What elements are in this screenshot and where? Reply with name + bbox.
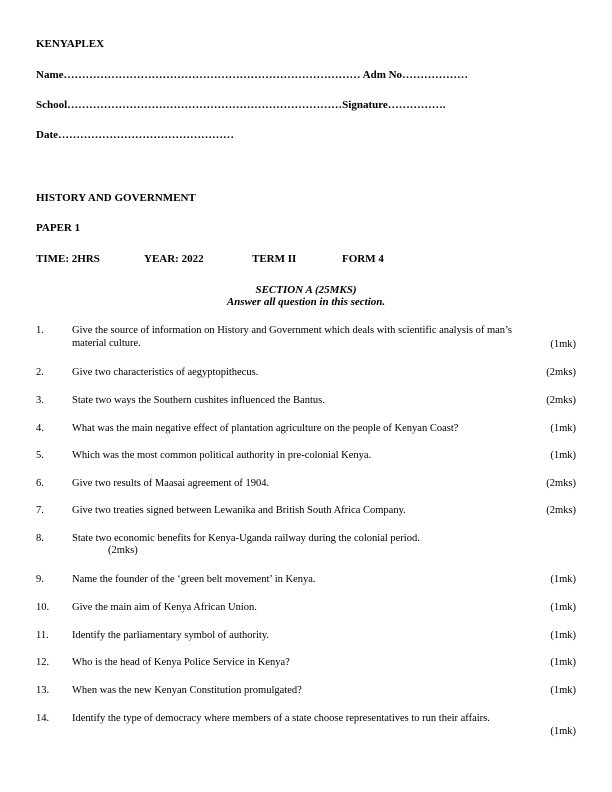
question-number: 7. [36,505,44,516]
question-marks: (1mk) [550,685,576,696]
name-adm-line: Name……………………………………………………………………… Adm No……………… [36,69,469,81]
question-number: 2. [36,367,44,378]
question-text: Give the source of information on History and Government which deals with scientific analysis of man’s [72,325,513,336]
question-marks: (1mk) [550,423,576,434]
question-text: Give two characteristics of aegyptopithecus. [72,367,259,378]
question-marks: (1mk) [550,657,576,668]
question-marks: (1mk) [550,339,576,350]
question-item [36,324,576,352]
question-number: 1. [36,325,44,336]
section-a-instruction: Answer all question in this section. [226,296,386,308]
question-text: Name the founder of the ‘green belt movement’ in Kenya. [72,574,316,585]
question-number: 11. [36,630,49,641]
term-label: TERM II [252,253,297,265]
question-marks: (1mk) [550,602,576,613]
question-marks: (1mk) [550,726,576,737]
question-item [36,712,576,740]
question-number: 12. [36,657,50,668]
school-signature-line: School…………………………………………………………………Signature……………. [36,99,446,111]
question-marks: (1mk) [550,450,576,461]
question-text: Identify the parliamentary symbol of authority. [72,630,270,641]
question-text-continued: material culture. [72,338,141,349]
section-a-title: SECTION A (25MKS) [255,284,357,296]
question-marks: (2mks) [108,545,138,556]
question-number: 3. [36,395,44,406]
date-line: Date………………………………………… [36,129,234,141]
question-item [36,532,576,560]
form-label: FORM 4 [342,253,384,265]
school-brand: KENYAPLEX [36,38,105,50]
question-number: 4. [36,423,44,434]
question-text: Who is the head of Kenya Police Service in Kenya? [72,657,290,668]
paper-label: PAPER 1 [36,222,81,234]
question-number: 9. [36,574,44,585]
question-number: 13. [36,685,50,696]
question-text: State two economic benefits for Kenya-Uganda railway during the colonial period. [72,533,420,544]
question-text: Give the main aim of Kenya African Union. [72,602,257,613]
year-label: YEAR: 2022 [144,253,204,265]
question-number: 5. [36,450,44,461]
question-marks: (2mks) [546,478,576,489]
question-marks: (1mk) [550,574,576,585]
question-text: Which was the most common political authority in pre-colonial Kenya. [72,450,372,461]
question-text: Identify the type of democracy where members of a state choose representatives to run their affairs. [72,713,490,724]
question-number: 8. [36,533,44,544]
question-text: When was the new Kenyan Constitution promulgated? [72,685,302,696]
question-marks: (2mks) [546,505,576,516]
question-text: Give two results of Maasai agreement of 1904. [72,478,270,489]
time-label: TIME: 2HRS [36,253,100,265]
question-marks: (2mks) [546,395,576,406]
question-marks: (2mks) [546,367,576,378]
subject-title: HISTORY AND GOVERNMENT [36,192,196,204]
question-number: 10. [36,602,50,613]
question-number: 6. [36,478,44,489]
question-text: State two ways the Southern cushites influenced the Bantus. [72,395,325,406]
question-text: Give two treaties signed between Lewanika and British South Africa Company. [72,505,406,516]
question-marks: (1mk) [550,630,576,641]
question-number: 14. [36,713,50,724]
question-text: What was the main negative effect of plantation agriculture on the people of Kenyan Coast? [72,423,459,434]
